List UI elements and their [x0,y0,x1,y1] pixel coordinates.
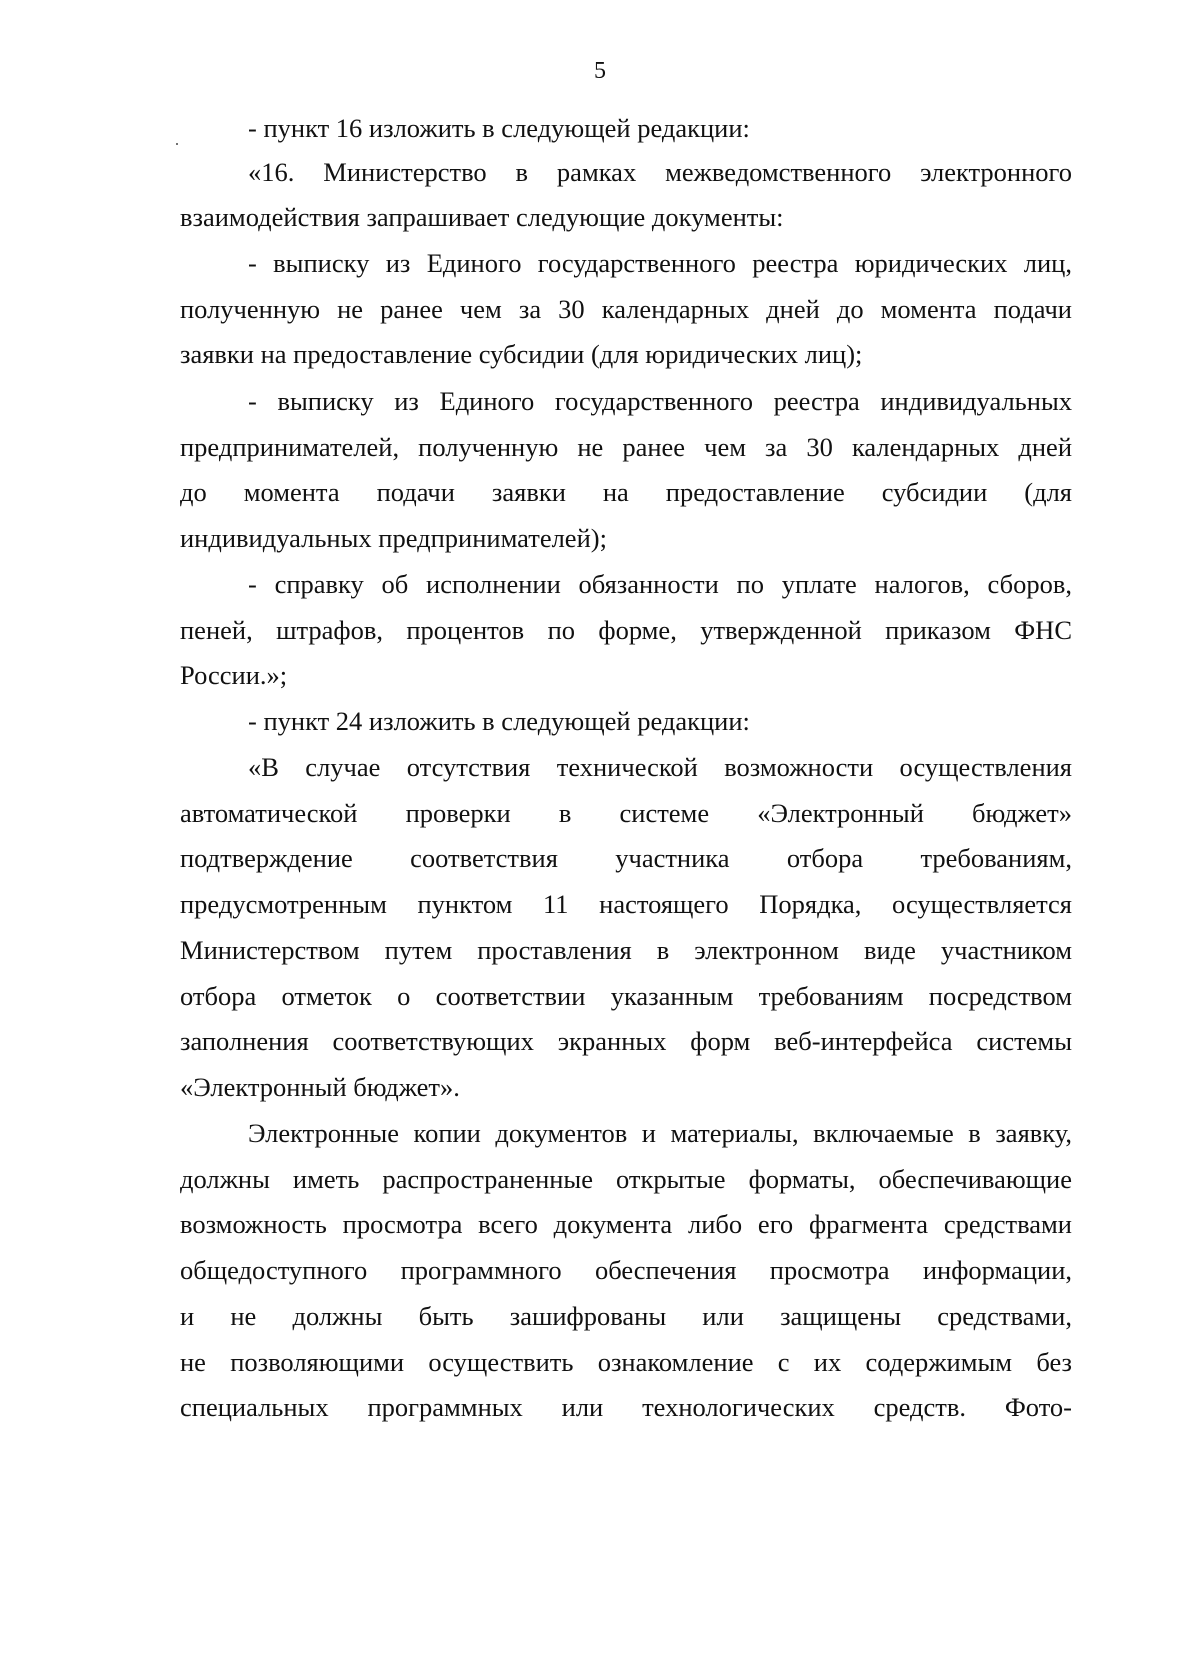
body-line: России.»; [180,660,288,690]
body-line: предусмотренным пунктом 11 настоящего Порядка, осуществляется [180,889,1072,919]
body-line: - справку об исполнении обязанности по уплате налогов, сборов, [248,569,1072,599]
body-line: заполнения соответствующих экранных форм веб-интерфейса системы [180,1026,1072,1056]
body-line: взаимодействия запрашивает следующие документы: [180,202,784,232]
body-line: пеней, штрафов, процентов по форме, утвержденной приказом ФНС [180,615,1072,645]
body-line: и не должны быть зашифрованы или защищены средствами, [180,1301,1072,1331]
body-line: не позволяющими осуществить ознакомление с их содержимым без [180,1347,1072,1377]
body-line: до момента подачи заявки на предоставление субсидии (для [180,477,1072,507]
body-line: должны иметь распространенные открытые форматы, обеспечивающие [180,1164,1072,1194]
body-line: Министерством путем проставления в электронном виде участником [180,935,1072,965]
body-line: - пункт 16 изложить в следующей редакции: [248,113,750,143]
body-line: возможность просмотра всего документа либо его фрагмента средствами [180,1209,1072,1239]
body-line: предпринимателей, полученную не ранее чем за 30 календарных дней [180,432,1072,462]
body-line: Электронные копии документов и материалы, включаемые в заявку, [248,1118,1072,1148]
body-line: индивидуальных предпринимателей); [180,523,607,553]
body-line: заявки на предоставление субсидии (для юридических лиц); [180,339,863,369]
body-line: общедоступного программного обеспечения просмотра информации, [180,1255,1072,1285]
body-line: «В случае отсутствия технической возможности осуществления [248,752,1072,782]
body-line: - пункт 24 изложить в следующей редакции: [248,706,750,736]
body-line: подтверждение соответствия участника отбора требованиям, [180,843,1072,873]
body-line: «Электронный бюджет». [180,1072,460,1102]
body-line: специальных программных или технологических средств. Фото- [180,1392,1072,1422]
page-number: 5 [594,58,606,84]
body-line: полученную не ранее чем за 30 календарных дней до момента подачи [180,294,1072,324]
body-line: - выписку из Единого государственного реестра юридических лиц, [248,248,1072,278]
scan-speck [176,143,178,145]
body-line: отбора отметок о соответствии указанным требованиям посредством [180,981,1072,1011]
body-line: - выписку из Единого государственного реестра индивидуальных [248,386,1072,416]
body-line: «16. Министерство в рамках межведомственного электронного [248,157,1072,187]
body-line: автоматической проверки в системе «Электронный бюджет» [180,798,1072,828]
